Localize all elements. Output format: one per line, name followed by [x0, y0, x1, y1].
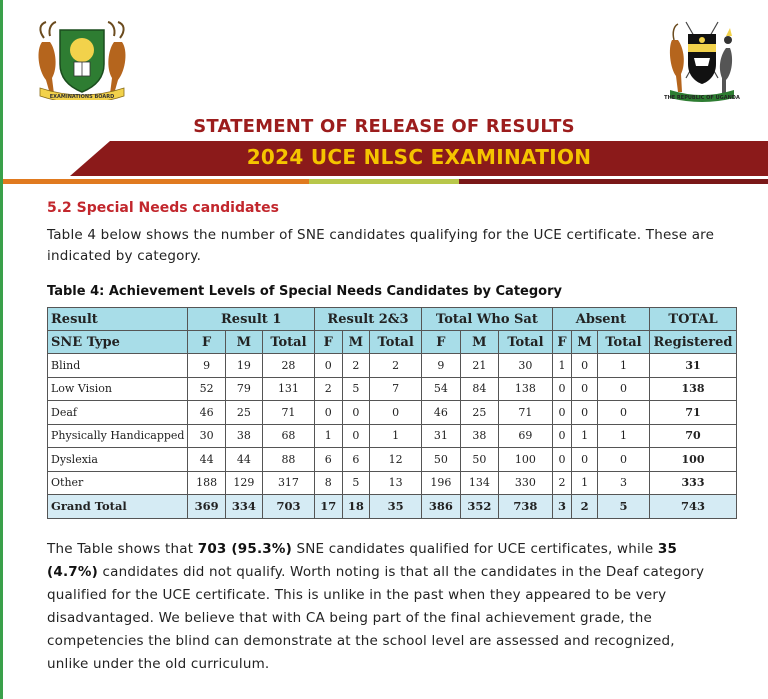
table-cell: 0 [342, 401, 370, 425]
table-cell: 0 [552, 401, 572, 425]
table-cell: 38 [460, 424, 498, 448]
header-cell: M [342, 331, 370, 354]
table-cell: 0 [342, 424, 370, 448]
sne-type-cell: Other [48, 471, 188, 495]
conclusion-text: SNE candidates qualified for UCE certificates, while [292, 541, 658, 557]
stripe-maroon [459, 179, 768, 184]
sne-type-cell: Low Vision [48, 377, 188, 401]
table-cell: 0 [552, 377, 572, 401]
left-border [0, 0, 3, 699]
conclusion-paragraph [47, 538, 717, 676]
table-row [48, 354, 737, 378]
table-cell: 50 [422, 448, 460, 472]
section-title: 5.2 Special Needs candidates [47, 200, 279, 216]
table-cell: 2 [370, 354, 422, 378]
table-cell: 2 [314, 377, 342, 401]
header-result: Result [48, 308, 188, 331]
table-cell: 188 [188, 471, 225, 495]
registered-cell: 71 [650, 401, 737, 425]
table-cell: 0 [314, 354, 342, 378]
grand-total-row [48, 495, 737, 519]
table-cell: 1 [572, 424, 598, 448]
header-cell: Total [370, 331, 422, 354]
header-cell: F [422, 331, 460, 354]
table-cell: 54 [422, 377, 460, 401]
table-cell: 1 [597, 354, 649, 378]
table-cell: 68 [262, 424, 314, 448]
registered-cell: 70 [650, 424, 737, 448]
table-cell: 19 [225, 354, 262, 378]
header-total: TOTAL [650, 308, 737, 331]
registered-cell: 138 [650, 377, 737, 401]
table-cell: 0 [552, 448, 572, 472]
table-cell: 386 [422, 495, 460, 519]
table-cell: 317 [262, 471, 314, 495]
table-cell: 0 [572, 354, 598, 378]
table-cell: 46 [188, 401, 225, 425]
table-cell: 21 [460, 354, 498, 378]
table-cell: 17 [314, 495, 342, 519]
table-cell: 88 [262, 448, 314, 472]
table-cell: 2 [572, 495, 598, 519]
header-cell: Total [597, 331, 649, 354]
table-cell: 2 [342, 354, 370, 378]
sne-type-cell: Grand Total [48, 495, 188, 519]
table-cell: 31 [422, 424, 460, 448]
page-title: STATEMENT OF RELEASE OF RESULTS [193, 116, 575, 137]
not-qualified-stat: 35 (4.7%) [47, 541, 678, 580]
table-cell: 0 [370, 401, 422, 425]
qualified-stat: 703 (95.3%) [197, 541, 292, 557]
table-cell: 35 [370, 495, 422, 519]
table-cell: 738 [499, 495, 553, 519]
table-cell: 30 [188, 424, 225, 448]
table-cell: 0 [597, 401, 649, 425]
header-cell: Total [499, 331, 553, 354]
table-cell: 44 [188, 448, 225, 472]
table-cell: 46 [422, 401, 460, 425]
header-cell: M [225, 331, 262, 354]
header-absent: Absent [552, 308, 649, 331]
sne-type-cell: Dyslexia [48, 448, 188, 472]
stripe-green [309, 179, 459, 184]
table-cell: 0 [572, 401, 598, 425]
sne-type-cell: Physically Handicapped [48, 424, 188, 448]
table-cell: 134 [460, 471, 498, 495]
table-cell: 50 [460, 448, 498, 472]
header-total-who-sat: Total Who Sat [422, 308, 553, 331]
table-cell: 129 [225, 471, 262, 495]
table-header-row-1 [48, 308, 737, 331]
table-cell: 12 [370, 448, 422, 472]
svg-text:EXAMINATIONS BOARD: EXAMINATIONS BOARD [49, 94, 115, 100]
table-cell: 13 [370, 471, 422, 495]
header-cell: F [188, 331, 225, 354]
table-cell: 28 [262, 354, 314, 378]
table-row [48, 424, 737, 448]
table-cell: 0 [572, 448, 598, 472]
table-cell: 3 [597, 471, 649, 495]
registered-cell: 333 [650, 471, 737, 495]
conclusion-text: The Table shows that [47, 541, 198, 557]
header-cell: Total [262, 331, 314, 354]
uganda-coat-of-arms-icon [664, 18, 740, 104]
header-cell: F [552, 331, 572, 354]
results-table [47, 307, 737, 519]
table-cell: 131 [262, 377, 314, 401]
registered-cell: 100 [650, 448, 737, 472]
table-cell: 79 [225, 377, 262, 401]
stripe-orange [3, 179, 309, 184]
table-cell: 138 [499, 377, 553, 401]
intro-paragraph: Table 4 below shows the number of SNE candidates qualifying for the UCE certificate. These are indicated by category. [47, 227, 715, 264]
table-cell: 18 [342, 495, 370, 519]
registered-cell: 743 [650, 495, 737, 519]
table-cell: 0 [552, 424, 572, 448]
table-cell: 69 [499, 424, 553, 448]
uneb-crest-icon [32, 20, 132, 100]
header-sne-type: SNE Type [48, 331, 188, 354]
table-cell: 1 [314, 424, 342, 448]
table-cell: 9 [188, 354, 225, 378]
table-cell: 52 [188, 377, 225, 401]
table-cell: 1 [597, 424, 649, 448]
table-row [48, 377, 737, 401]
registered-cell: 31 [650, 354, 737, 378]
table-cell: 6 [342, 448, 370, 472]
table-cell: 9 [422, 354, 460, 378]
table-cell: 30 [499, 354, 553, 378]
table-cell: 330 [499, 471, 553, 495]
exam-title: 2024 UCE NLSC EXAMINATION [246, 145, 592, 169]
header-cell: F [314, 331, 342, 354]
table-cell: 38 [225, 424, 262, 448]
table-cell: 0 [597, 448, 649, 472]
table-cell: 196 [422, 471, 460, 495]
header-registered: Registered [650, 331, 737, 354]
table-cell: 334 [225, 495, 262, 519]
table-cell: 25 [225, 401, 262, 425]
table-body [48, 354, 737, 519]
header-cell: M [572, 331, 598, 354]
table-cell: 44 [225, 448, 262, 472]
header-result-1: Result 1 [188, 308, 314, 331]
table-cell: 6 [314, 448, 342, 472]
table-cell: 71 [499, 401, 553, 425]
table-header-row-2 [48, 331, 737, 354]
table-cell: 25 [460, 401, 498, 425]
sne-type-cell: Blind [48, 354, 188, 378]
table-cell: 8 [314, 471, 342, 495]
table-cell: 5 [342, 377, 370, 401]
table-row [48, 471, 737, 495]
table-cell: 1 [572, 471, 598, 495]
table-cell: 3 [552, 495, 572, 519]
table-cell: 0 [314, 401, 342, 425]
table-row [48, 448, 737, 472]
header-cell: M [460, 331, 498, 354]
sne-type-cell: Deaf [48, 401, 188, 425]
header-result-2-3: Result 2&3 [314, 308, 421, 331]
table-cell: 100 [499, 448, 553, 472]
table-cell: 352 [460, 495, 498, 519]
table-cell: 5 [597, 495, 649, 519]
table-cell: 1 [370, 424, 422, 448]
table-cell: 369 [188, 495, 225, 519]
table-title: Table 4: Achievement Levels of Special Needs Candidates by Category [47, 284, 562, 299]
table-cell: 2 [552, 471, 572, 495]
table-cell: 703 [262, 495, 314, 519]
table-cell: 0 [572, 377, 598, 401]
table-cell: 7 [370, 377, 422, 401]
table-cell: 84 [460, 377, 498, 401]
republic-label: THE REPUBLIC OF UGANDA [664, 95, 740, 101]
table-cell: 71 [262, 401, 314, 425]
table-cell: 5 [342, 471, 370, 495]
table-row [48, 401, 737, 425]
table-cell: 1 [552, 354, 572, 378]
conclusion-text: candidates did not qualify. Worth noting is that all the candidates in the Deaf category qualified for the UCE certificate. This is unlike in the past when they appeared to be very disadvantaged. We believe that with CA being part of the final achievement grade, the competencies the blind can demonstrate at the school level are assessed and recognized, unlike under the old curriculum. [47, 564, 705, 672]
table-cell: 0 [597, 377, 649, 401]
